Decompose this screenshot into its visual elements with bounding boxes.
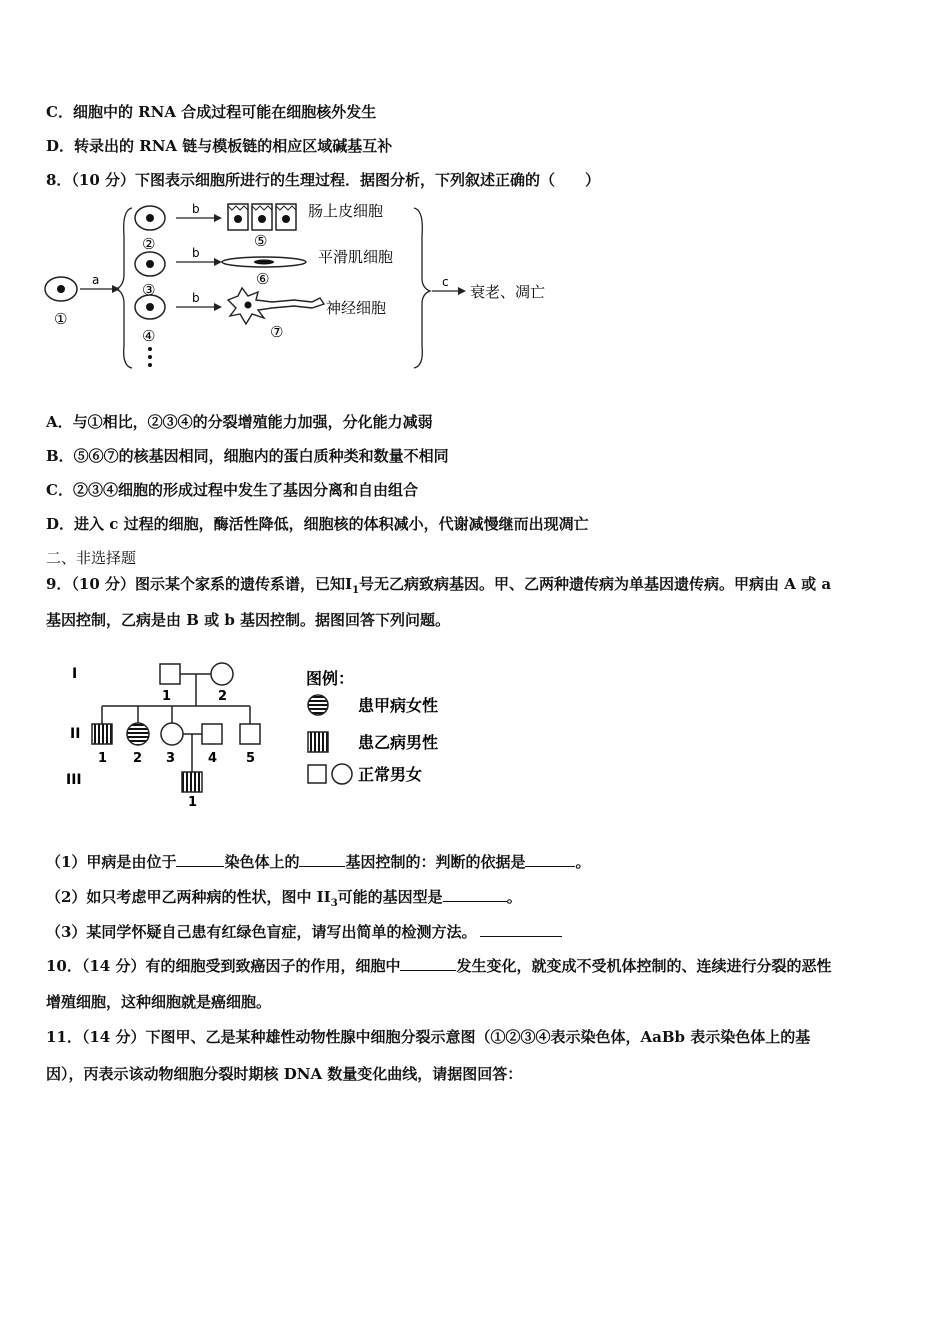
cell-6-label: ⑥ xyxy=(256,270,270,288)
q10-part2: 发生变化，就变成不受机体控制的、连续进行分裂的恶性 xyxy=(456,957,832,975)
gen2-male-4 xyxy=(202,724,222,744)
cell-3 xyxy=(135,252,165,276)
gen2-num-5: 5 xyxy=(246,751,256,766)
q8-option-a: A．与①相比，②③④的分裂增殖能力加强，分化能力减弱 xyxy=(46,413,433,431)
gen1-female-2 xyxy=(211,663,233,685)
gen2-num-1: 1 xyxy=(98,751,108,766)
section-heading: 二、非选择题 xyxy=(46,549,137,567)
q9-stem-line2: 基因控制，乙病是由 B 或 b 基因控制。据图回答下列问题。 xyxy=(46,611,451,629)
legend-affected-b-male-symbol xyxy=(308,732,328,752)
q9-sub3 xyxy=(46,922,562,942)
q9-sub2-sub: 3 xyxy=(330,898,338,909)
right-brace xyxy=(414,208,430,368)
type-smooth-muscle: 平滑肌细胞 xyxy=(318,248,394,266)
type-intestinal-epithelial: 肠上皮细胞 xyxy=(308,202,384,220)
cell-4-label: ④ xyxy=(142,327,156,345)
q9-sub2-a: （2）如只考虑甲乙两种病的性状，图中 II xyxy=(46,888,331,906)
type-nerve: 神经细胞 xyxy=(326,299,387,317)
q9-sub1-blank-2[interactable] xyxy=(299,852,345,867)
gen3-affected-b-male-1 xyxy=(182,772,202,792)
legend-normal-male-symbol xyxy=(308,765,326,783)
q9-stem-part1: 9．（10 分）图示某个家系的遗传系谱，已知Ⅰ xyxy=(46,575,353,593)
gen2-num-3: 3 xyxy=(166,751,176,766)
legend-affected-a-female: 患甲病女性 xyxy=(358,696,439,715)
q11-line1: 11．（14 分）下图甲、乙是某种雄性动物性腺中细胞分裂示意图（①②③④表示染色体，AaBb 表示染色体上的基 xyxy=(46,1028,811,1046)
gen2-affected-b-male-1 xyxy=(92,724,112,744)
cell-5-label: ⑤ xyxy=(254,232,268,250)
smooth-muscle-cell xyxy=(222,257,306,267)
q10-part1: 10．（14 分）有的细胞受到致癌因子的作用，细胞中 xyxy=(46,957,401,975)
q11-line2: 因），丙表示该动物细胞分裂时期核 DNA 数量变化曲线，请据图回答： xyxy=(46,1065,523,1083)
q7-option-d: D．转录出的 RNA 链与模板链的相应区域碱基互补 xyxy=(46,137,393,155)
senescence-apoptosis: 衰老、凋亡 xyxy=(470,283,546,301)
q9-sub1-a: （1）甲病是由位于 xyxy=(46,853,177,871)
gen2-affected-a-female-2 xyxy=(127,723,149,745)
gen-label-2: II xyxy=(70,726,81,742)
gen-label-1: I xyxy=(72,666,78,682)
process-a-label: a xyxy=(92,273,100,287)
gen1-male-1 xyxy=(160,664,180,684)
q9-sub1 xyxy=(46,852,591,872)
q8-stem: 8．（10 分）下图表示细胞所进行的生理过程．据图分析，下列叙述正确的（ ） xyxy=(46,171,601,189)
q10-line1 xyxy=(46,956,832,976)
q9-stem-line1 xyxy=(46,574,831,601)
q9-stem-sub: 1 xyxy=(352,585,360,596)
cell-2 xyxy=(135,206,165,230)
cell-1 xyxy=(45,277,77,301)
ellipsis-dots xyxy=(148,347,152,367)
process-c-label: c xyxy=(442,275,449,289)
cell-3-label: ③ xyxy=(142,281,156,299)
process-b-label-3: b xyxy=(192,291,200,305)
q9-sub1-d: 。 xyxy=(575,853,591,871)
legend-affected-a-female-symbol xyxy=(308,695,328,715)
q9-sub2-c: 。 xyxy=(506,888,522,906)
legend-normal: 正常男女 xyxy=(358,765,423,784)
q9-sub1-blank-3[interactable] xyxy=(525,852,575,867)
left-brace xyxy=(116,208,132,368)
q10-blank[interactable] xyxy=(400,956,456,971)
nerve-cell xyxy=(228,288,324,324)
legend-affected-b-male: 患乙病男性 xyxy=(358,733,439,752)
cell-2-label: ② xyxy=(142,235,156,253)
q9-sub2-blank[interactable] xyxy=(443,887,507,902)
legend-title: 图例： xyxy=(306,669,355,688)
pedigree-chart xyxy=(62,652,482,812)
gen1-num-1: 1 xyxy=(162,689,172,704)
gen2-num-2: 2 xyxy=(133,751,143,766)
gen2-num-4: 4 xyxy=(208,751,218,766)
legend-normal-female-symbol xyxy=(332,764,352,784)
gen2-female-3 xyxy=(161,723,183,745)
q9-sub1-c: 基因控制的：判断的依据是 xyxy=(345,853,526,871)
process-b-label-1: b xyxy=(192,202,200,216)
q9-sub3-blank[interactable] xyxy=(480,922,562,937)
cell-differentiation-diagram xyxy=(42,196,572,376)
q7-option-c: C．细胞中的 RNA 合成过程可能在细胞核外发生 xyxy=(46,103,377,121)
gen-label-3: III xyxy=(66,772,82,788)
cell-7-label: ⑦ xyxy=(270,323,284,341)
q9-sub1-b: 染色体上的 xyxy=(224,853,300,871)
cell-1-label: ① xyxy=(54,310,68,328)
q8-option-b: B．⑤⑥⑦的核基因相同，细胞内的蛋白质种类和数量不相同 xyxy=(46,447,449,465)
q8-option-c: C．②③④细胞的形成过程中发生了基因分离和自由组合 xyxy=(46,481,418,499)
q9-stem-part2: 号无乙病致病基因。甲、乙两种遗传病为单基因遗传病。甲病由 A 或 a xyxy=(359,575,832,593)
q8-option-d: D．进入 c 过程的细胞，酶活性降低，细胞核的体积减小，代谢减慢继而出现凋亡 xyxy=(46,515,589,533)
gen1-num-2: 2 xyxy=(218,689,228,704)
q9-sub2 xyxy=(46,887,522,914)
intestinal-epithelial-cells xyxy=(228,204,296,230)
q9-sub3-text: （3）某同学怀疑自己患有红绿色盲症，请写出简单的检测方法。 xyxy=(46,923,477,941)
q10-line2: 增殖细胞，这种细胞就是癌细胞。 xyxy=(46,993,272,1011)
process-b-label-2: b xyxy=(192,246,200,260)
q9-sub2-b: 可能的基因型是 xyxy=(337,888,443,906)
q9-sub1-blank-1[interactable] xyxy=(176,852,224,867)
gen3-num-1: 1 xyxy=(188,795,198,810)
gen2-male-5 xyxy=(240,724,260,744)
